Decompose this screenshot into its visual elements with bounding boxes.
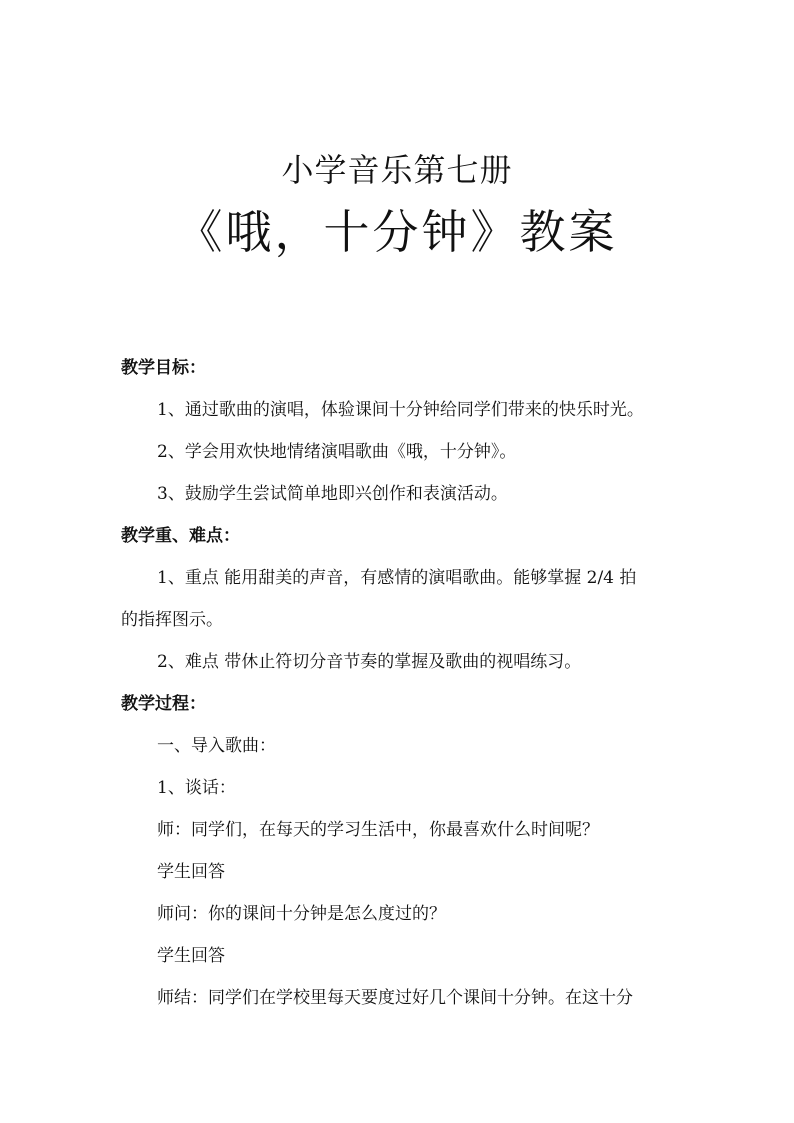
goal-item: 2、学会用欢快地情绪演唱歌曲《哦，十分钟》。 <box>157 442 517 462</box>
document-title: 《哦，十分钟》教案 <box>176 205 618 259</box>
process-step: 一、导入歌曲： <box>157 736 276 756</box>
dialogue-line: 师：同学们，在每天的学习生活中，你最喜欢什么时间呢？ <box>157 820 599 840</box>
goal-item: 3、鼓励学生尝试简单地即兴创作和表演活动。 <box>157 484 508 504</box>
dialogue-line: 学生回答 <box>157 862 225 882</box>
key-point-item: 1、重点 能用甜美的声音，有感情的演唱歌曲。能够掌握 2/4 拍 <box>157 568 637 588</box>
goal-item: 1、通过歌曲的演唱，体验课间十分钟给同学们带来的快乐时光。 <box>157 400 644 420</box>
heading-key-points: 教学重、难点： <box>121 526 240 546</box>
dialogue-line: 学生回答 <box>157 946 225 966</box>
key-point-item: 2、难点 带休止符切分音节奏的掌握及歌曲的视唱练习。 <box>157 652 582 672</box>
process-step: 1、谈话： <box>157 778 236 798</box>
document-subtitle: 小学音乐第七册 <box>281 151 513 189</box>
key-point-continuation: 的指挥图示。 <box>121 610 223 630</box>
heading-teaching-process: 教学过程： <box>121 694 206 714</box>
dialogue-line: 师问：你的课间十分钟是怎么度过的？ <box>157 904 446 924</box>
dialogue-line: 师结：同学们在学校里每天要度过好几个课间十分钟。在这十分 <box>157 988 633 1008</box>
heading-teaching-goals: 教学目标： <box>121 358 206 378</box>
